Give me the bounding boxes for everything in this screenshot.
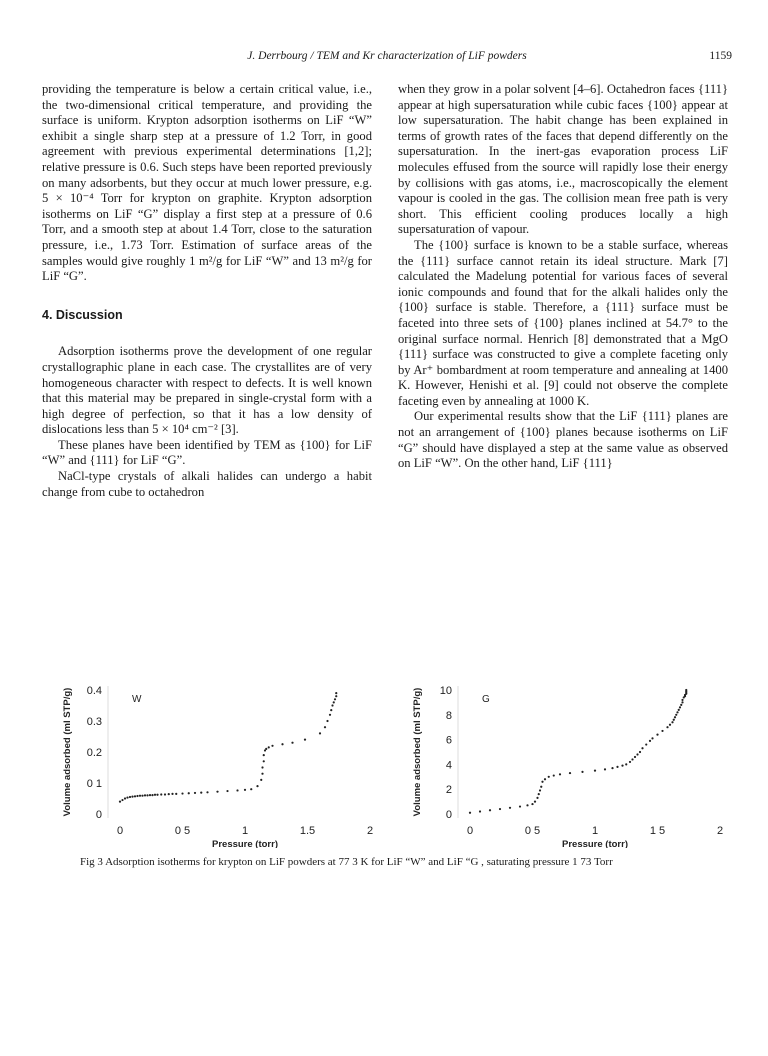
running-header bbox=[42, 50, 732, 68]
data-point bbox=[541, 781, 543, 783]
data-point bbox=[674, 716, 676, 718]
data-point bbox=[681, 701, 683, 703]
data-point bbox=[160, 793, 162, 795]
data-point bbox=[265, 748, 267, 750]
data-point bbox=[631, 758, 633, 760]
data-point bbox=[206, 791, 208, 793]
data-point bbox=[200, 792, 202, 794]
x-tick-label: 1 5 bbox=[649, 825, 666, 837]
paragraph: The {100} surface is known to be a stable surface, whereas the {111} surface cannot retain its ideal structure. Mark [7] calculated the Madelung potential for various faces of several ionic compounds and found that for the alkali halides only the {100} surface is stable. Therefore, a {111} surface must be faceted into three sets of {100} planes inclined at 54.7° to the original surface normal. Henrich [8] demonstrated that a MgO {111} surface was constructed to give a complete faceting only by Ar⁺ bombardment at room temperature and annealing at 1400 K. However, Henishi et al. [9] could not observe the complete faceting even by annealing at 1000 K. bbox=[398, 237, 728, 408]
section-heading: 4. Discussion bbox=[42, 307, 123, 322]
data-point bbox=[645, 743, 647, 745]
data-point bbox=[250, 788, 252, 790]
data-point bbox=[489, 809, 491, 811]
y-tick-label: 0.4 bbox=[86, 685, 102, 697]
x-tick-label: 0 bbox=[116, 825, 124, 837]
running-title: J. Derrbourg / TEM and Kr characterization of LiF powders bbox=[247, 50, 527, 62]
y-tick-label: 0.2 bbox=[86, 747, 102, 759]
data-point bbox=[330, 709, 332, 711]
data-point bbox=[639, 751, 641, 753]
data-point bbox=[329, 714, 331, 716]
y-tick-label: 6 bbox=[445, 734, 452, 747]
data-point bbox=[129, 796, 131, 798]
data-point bbox=[144, 794, 146, 796]
y-tick-label: 10 bbox=[439, 685, 452, 697]
y-tick-label: 0 bbox=[95, 809, 102, 821]
data-point bbox=[333, 701, 335, 703]
data-point bbox=[661, 730, 663, 732]
data-point bbox=[263, 760, 265, 762]
data-point bbox=[569, 772, 571, 774]
panel-label: G bbox=[482, 694, 490, 705]
data-point bbox=[629, 761, 631, 763]
x-tick-label: 2 bbox=[366, 825, 374, 837]
data-point bbox=[136, 795, 138, 797]
data-point bbox=[656, 734, 658, 736]
data-point bbox=[680, 704, 682, 706]
data-point bbox=[581, 771, 583, 773]
data-point bbox=[134, 795, 136, 797]
data-point bbox=[151, 794, 153, 796]
y-tick-label: 8 bbox=[445, 709, 452, 722]
y-tick-label: 2 bbox=[445, 784, 452, 797]
data-point bbox=[261, 773, 263, 775]
data-point bbox=[499, 808, 501, 810]
data-point bbox=[331, 704, 333, 706]
data-point bbox=[539, 789, 541, 791]
y-axis-label: Volume adsorbed (ml STP/g) bbox=[62, 687, 73, 817]
data-point bbox=[544, 778, 546, 780]
data-point bbox=[236, 789, 238, 791]
data-point bbox=[673, 719, 675, 721]
data-point bbox=[335, 692, 337, 694]
data-point bbox=[271, 745, 273, 747]
data-point bbox=[526, 804, 528, 806]
data-point bbox=[634, 756, 636, 758]
data-point bbox=[335, 695, 337, 697]
data-point bbox=[141, 795, 143, 797]
data-point bbox=[268, 746, 270, 748]
data-point bbox=[553, 774, 555, 776]
paragraph: providing the temperature is below a certain critical value, i.e., the two-dimensional critical temperature, and providing the surface is uniform. Krypton adsorption isotherms on LiF “W” exhibit a single sharp step at a pressure of 1.2 Torr, in good agreement with previous experimental determinations [1,2]; relative pressure is 0.6. Such steps have been reported previously on many adsorbents, but they occur at much lower pressure, e.g. 5 × 10⁻⁴ Torr for krypton on graphite. Krypton adsorption isotherms on LiF “G” display a first step at a pressure of 0.6 Torr, and a smooth step at about 1.4 Torr, close to the saturation pressure, i.e., 1.73 Torr. Estimation of surface areas of the samples would give roughly 1 m²/g for LiF “W” and 13 m²/g for LiF “G”. bbox=[42, 82, 372, 284]
data-point bbox=[676, 711, 678, 713]
x-tick-label: 1 bbox=[241, 825, 249, 837]
data-point bbox=[188, 792, 190, 794]
data-point bbox=[291, 742, 293, 744]
data-point bbox=[621, 765, 623, 767]
isotherm-plot-g bbox=[400, 676, 730, 848]
data-point bbox=[124, 797, 126, 799]
data-point bbox=[666, 726, 668, 728]
data-point bbox=[625, 763, 627, 765]
data-point bbox=[509, 807, 511, 809]
data-point bbox=[641, 747, 643, 749]
data-point bbox=[469, 812, 471, 814]
data-point bbox=[319, 732, 321, 734]
y-tick-label: 0 bbox=[445, 809, 452, 821]
figure-caption: Fig 3 Adsorption isotherms for krypton on LiF powders at 77 3 K for LiF “W” and LiF “G , saturating pressure 1 73 Torr bbox=[80, 856, 613, 868]
data-point bbox=[536, 797, 538, 799]
data-point bbox=[616, 766, 618, 768]
y-axis-label: Volume adsorbed (ml STP/g) bbox=[412, 687, 423, 817]
data-point bbox=[131, 796, 133, 798]
x-tick-label: 0 5 bbox=[174, 825, 191, 837]
data-point bbox=[519, 805, 521, 807]
data-point bbox=[324, 726, 326, 728]
data-point bbox=[334, 698, 336, 700]
isotherm-plot-w bbox=[50, 676, 380, 848]
x-tick-label: 1 bbox=[591, 825, 599, 837]
isotherm-chart-w bbox=[50, 676, 380, 848]
data-point bbox=[669, 724, 671, 726]
data-point bbox=[256, 785, 258, 787]
data-point bbox=[479, 810, 481, 812]
data-point bbox=[194, 792, 196, 794]
paragraph: Our experimental results show that the LiF {111} planes are not an arrangement of {100} planes because isotherms on LiF “G” should have displayed a step at the same value as observed on LiF “W”. On the other hand, LiF {111} bbox=[398, 409, 728, 471]
data-point bbox=[146, 794, 148, 796]
data-point bbox=[611, 767, 613, 769]
data-point bbox=[119, 801, 121, 803]
data-point bbox=[126, 796, 128, 798]
y-tick-label: 0.3 bbox=[86, 716, 102, 728]
data-point bbox=[216, 791, 218, 793]
data-point bbox=[685, 689, 687, 691]
data-point bbox=[156, 794, 158, 796]
data-point bbox=[534, 801, 536, 803]
page-number: 1159 bbox=[709, 50, 732, 62]
data-point bbox=[171, 793, 173, 795]
data-point bbox=[651, 737, 653, 739]
data-point bbox=[681, 699, 683, 701]
left-column bbox=[42, 82, 372, 500]
data-point bbox=[181, 792, 183, 794]
x-axis-label: Pressure (torr) bbox=[212, 839, 278, 848]
paragraph: when they grow in a polar solvent [4–6]. Octahedron faces {111} appear at high supersaturation while cubic faces {100} appear at low supersaturation. The habit change has been explained in terms of growth rates of the faces that depend differently on the supersaturation. In the inert-gas evaporation process LiF molecules effused from the source will rapidly lose their energy by collisions with gas atoms, i.e., macroscopically the element vapour is cooled in the gas. The collision mean free path is very short. This efficient cooling produces locally a high supersaturation of vapour. bbox=[398, 82, 728, 237]
data-point bbox=[175, 793, 177, 795]
data-point bbox=[281, 743, 283, 745]
data-point bbox=[263, 754, 265, 756]
x-tick-label: 0 5 bbox=[524, 825, 541, 837]
x-tick-label: 0 bbox=[466, 825, 474, 837]
x-tick-label: 2 bbox=[716, 825, 724, 837]
paragraph: These planes have been identified by TEM as {100} for LiF “W” and {111} for LiF “G”. bbox=[42, 437, 372, 468]
data-point bbox=[531, 803, 533, 805]
data-point bbox=[260, 779, 262, 781]
paragraph: Adsorption isotherms prove the development of one regular crystallographic plane in each case. The crystallites are of very homogeneous character with respect to defects. It is well known that this material may be prepared in single-crystal form with a high degree of perfection, so that it has a low density of dislocations less than 5 × 10⁴ cm⁻² [3]. bbox=[42, 344, 372, 437]
data-point bbox=[548, 776, 550, 778]
y-tick-label: 4 bbox=[445, 759, 452, 772]
data-point bbox=[636, 753, 638, 755]
data-point bbox=[679, 706, 681, 708]
data-point bbox=[540, 786, 542, 788]
data-point bbox=[226, 790, 228, 792]
data-point bbox=[604, 768, 606, 770]
x-tick-label: 1.5 bbox=[299, 825, 316, 837]
x-axis-label: Pressure (torr) bbox=[562, 839, 628, 848]
data-point bbox=[649, 740, 651, 742]
data-point bbox=[538, 793, 540, 795]
data-point bbox=[164, 793, 166, 795]
paragraph: NaCl-type crystals of alkali halides can undergo a habit change from cube to octahedron bbox=[42, 469, 372, 499]
isotherm-chart-g bbox=[400, 676, 730, 848]
data-point bbox=[149, 794, 151, 796]
data-point bbox=[594, 770, 596, 772]
data-point bbox=[304, 739, 306, 741]
data-point bbox=[671, 721, 673, 723]
data-point bbox=[326, 720, 328, 722]
right-column bbox=[398, 82, 728, 472]
panel-label: W bbox=[132, 694, 142, 705]
data-point bbox=[168, 793, 170, 795]
data-point bbox=[559, 773, 561, 775]
data-point bbox=[121, 799, 123, 801]
data-point bbox=[678, 709, 680, 711]
y-tick-label: 0 1 bbox=[86, 778, 102, 790]
data-point bbox=[675, 714, 677, 716]
data-point bbox=[154, 794, 156, 796]
data-point bbox=[139, 795, 141, 797]
data-point bbox=[244, 789, 246, 791]
data-point bbox=[261, 766, 263, 768]
